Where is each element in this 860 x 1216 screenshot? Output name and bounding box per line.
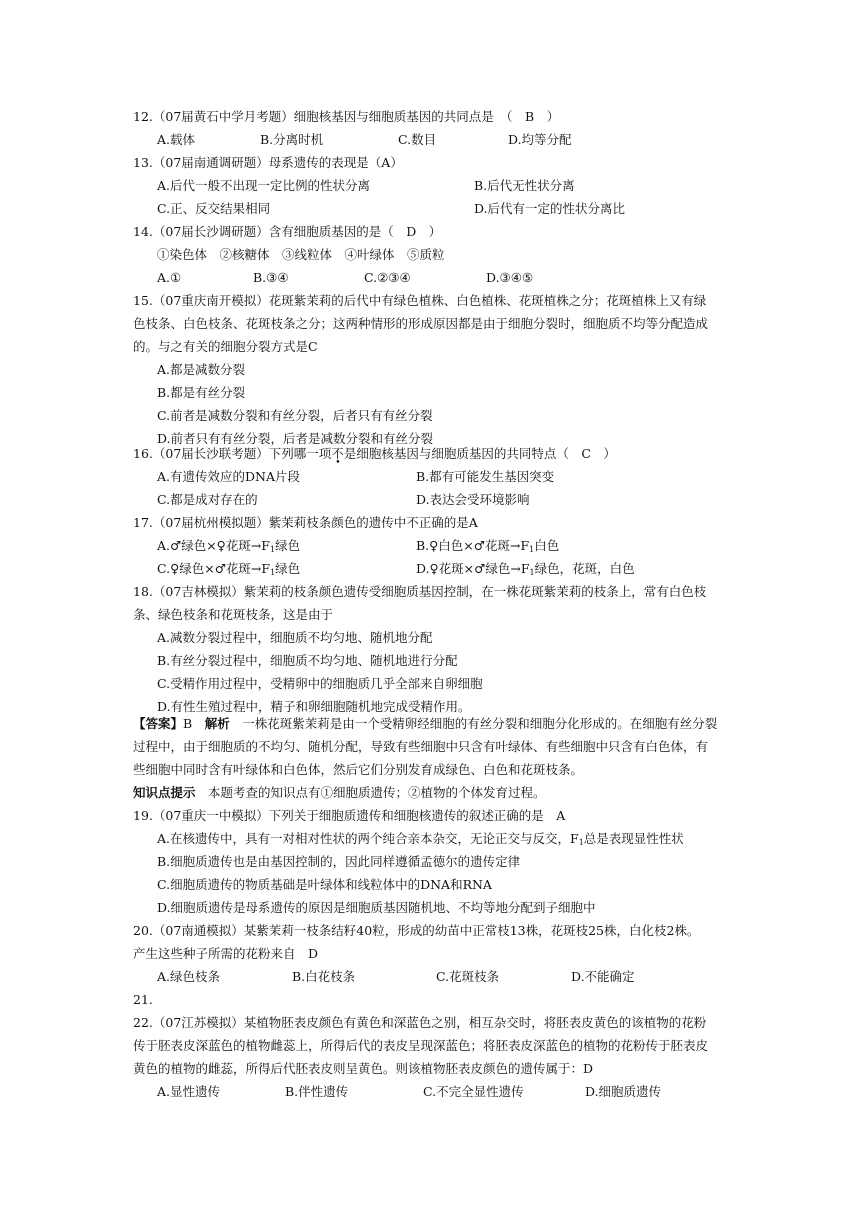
answer-value: B [183, 716, 205, 731]
answer-line3: 些细胞中同时含有叶绿体和白色体，然后它们分别发育成绿色、白色和花斑枝条。 [133, 762, 584, 777]
q20-option-c: C.花斑枝条 [436, 969, 500, 984]
q22-option-d: D.细胞质遗传 [585, 1084, 662, 1099]
q17-c-sub: 1 [270, 568, 276, 577]
q17-option-b [416, 538, 559, 558]
q16-stem-after: 是细胞核基因与细胞质基因的共同特点（ C ） [343, 446, 616, 461]
q19-stem: 19.（07重庆一中模拟）下列关于细胞质遗传和细胞核遗传的叙述正确的是 A [133, 808, 566, 823]
q22-option-b: B.伴性遗传 [285, 1084, 349, 1099]
q12-stem: 12.（07届黄石中学月考题）细胞核基因与细胞质基因的共同点是 （ B ） [133, 109, 560, 124]
q15-stem-line3: 的。与之有关的细胞分裂方式是C [133, 339, 318, 354]
q18-option-b: B.有丝分裂过程中，细胞质不均匀地、随机地进行分配 [157, 653, 458, 668]
q12-option-b: B.分离时机 [260, 132, 324, 147]
q14-stem: 14.（07届长沙调研题）含有细胞质基因的是（ D ） [133, 224, 442, 239]
q14-option-d: D.③④⑤ [486, 270, 534, 285]
q16-option-c: C.都是成对存在的 [157, 492, 258, 507]
q14-option-c: C.②③④ [364, 270, 411, 285]
q18-stem-line2: 条、绿色枝条和花斑枝条，这是由于 [133, 607, 334, 622]
q15-option-c: C.前者是减数分裂和有丝分裂，后者只有有丝分裂 [157, 408, 433, 423]
q22-option-a: A.显性遗传 [157, 1084, 221, 1099]
q22-stem-line1: 22.（07江苏模拟）某植物胚表皮颜色有黄色和深蓝色之别，相互杂交时，将胚表皮黄色的该植物的花粉 [133, 1015, 707, 1030]
q14-option-b: B.③④ [253, 270, 289, 285]
q19-option-a [157, 831, 684, 851]
q20-option-b: B.白花枝条 [292, 969, 356, 984]
q13-stem: 13.（07届南通调研题）母系遗传的表现是（A） [133, 155, 403, 170]
q19-option-c: C.细胞质遗传的物质基础是叶绿体和线粒体中的DNA和RNA [157, 877, 492, 892]
q13-option-d: D.后代有一定的性状分离比 [474, 201, 626, 216]
q22-option-c: C.不完全显性遗传 [423, 1084, 524, 1099]
q16-emphasis-char: 不 [331, 446, 344, 461]
q20-stem-line1: 20.（07南通模拟）某紫茉莉一枝条结籽40粒，形成的幼苗中正常枝13株，花斑枝25株，白化枝2株。 [133, 923, 700, 938]
analysis-text: 一株花斑紫茉莉是由一个受精卵经细胞的有丝分裂和细胞分化形成的。在细胞有丝分裂 [229, 716, 718, 731]
answer-line1 [133, 716, 717, 732]
q15-stem-line2: 色枝条、白色枝条、花斑枝条之分；这两种情形的形成原因都是由于细胞分裂时，细胞质不均等分配造成 [133, 316, 709, 331]
q12-option-a: A.载体 [157, 132, 196, 147]
q16-option-a: A.有遗传效应的DNA片段 [157, 469, 300, 484]
q18-option-c: C.受精作用过程中，受精卵中的细胞质几乎全部来自卵细胞 [157, 676, 483, 691]
q17-d-text: D.♀花斑×♂绿色→F [416, 561, 530, 576]
q18-option-a: A.减数分裂过程中，细胞质不均匀地、随机地分配 [157, 630, 433, 645]
q16-option-d: D.表达会受环境影响 [416, 492, 530, 507]
q19-a-post: 总是表现显性性状 [583, 831, 684, 846]
q15-stem-line1: 15.（07重庆南开模拟）花斑紫茉莉的后代中有绿色植株、白色植株、花斑植株之分；花斑植株上又有绿 [133, 293, 707, 308]
q17-d-sub: 1 [529, 568, 535, 577]
q17-stem: 17.（07届杭州模拟题）紫茉莉枝条颜色的遗传中不正确的是A [133, 515, 478, 530]
q13-option-b: B.后代无性状分离 [474, 178, 575, 193]
analysis-label: 解析 [204, 716, 230, 731]
q19-option-b: B.细胞质遗传也是由基因控制的，因此同样遵循孟德尔的遗传定律 [157, 854, 521, 869]
q12-option-d: D.均等分配 [508, 132, 572, 147]
q13-option-c: C.正、反交结果相同 [157, 201, 271, 216]
q22-stem-line2: 传于胚表皮深蓝色的植物雌蕊上，所得后代的表皮呈现深蓝色；将胚表皮深蓝色的植物的花粉传于胚表皮 [133, 1038, 709, 1053]
q20-stem-line2: 产生这些种子所需的花粉来自 D [133, 946, 319, 961]
answer-line2: 过程中，由于细胞质的不均匀、随机分配，导致有些细胞中只含有叶绿体、有些细胞中只含有白色体，有 [133, 739, 709, 754]
q13-option-a: A.后代一般不出现一定比例的性状分离 [157, 178, 371, 193]
q19-a-sub: 1 [578, 838, 584, 847]
q17-d-post: 绿色，花斑，白色 [534, 561, 635, 576]
q17-option-c [157, 561, 300, 581]
q17-b-sub: 1 [529, 545, 535, 554]
knowledge-tip [133, 785, 546, 801]
q15-option-a: A.都是减数分裂 [157, 362, 246, 377]
q17-option-a [157, 538, 300, 558]
answer-label: 【答案】 [133, 716, 184, 731]
q19-a-text: A.在核遗传中，具有一对相对性状的两个纯合亲本杂交，无论正交与反交，F [157, 831, 579, 846]
q17-a-post: 绿色 [275, 538, 301, 553]
q12-option-c: C.数目 [398, 132, 437, 147]
q14-items: ①染色体 ②核糖体 ③线粒体 ④叶绿体 ⑤质粒 [157, 247, 445, 262]
q14-option-a: A.① [157, 270, 182, 285]
q20-option-a: A.绿色枝条 [157, 969, 221, 984]
tip-label: 知识点提示 [133, 785, 196, 800]
q17-a-text: A.♂绿色×♀花斑→F [157, 538, 270, 553]
q18-option-d: D.有性生殖过程中，精子和卵细胞随机地完成受精作用。 [157, 699, 471, 714]
q20-option-d: D.不能确定 [571, 969, 635, 984]
q17-b-text: B.♀白色×♂花斑→F [416, 538, 530, 553]
q17-option-d [416, 561, 635, 581]
q17-c-post: 绿色 [275, 561, 301, 576]
q22-stem-line3: 黄色的植物的雌蕊，所得后代胚表皮则呈黄色。则该植物胚表皮颜色的遗传属于：D [133, 1061, 594, 1076]
q16-option-b: B.都有可能发生基因突变 [416, 469, 555, 484]
q17-b-post: 白色 [534, 538, 560, 553]
q21-number: 21. [133, 992, 153, 1007]
tip-text: 本题考查的知识点有①细胞质遗传；②植物的个体发育过程。 [195, 785, 546, 800]
q17-c-text: C.♀绿色×♂花斑→F [157, 561, 271, 576]
q16-stem-before: 16.（07届长沙联考题）下列哪一项 [133, 446, 332, 461]
q16-stem [133, 446, 616, 462]
q17-a-sub: 1 [269, 545, 276, 554]
q19-option-d: D.细胞质遗传是母系遗传的原因是细胞质基因随机地、不均等地分配到子细胞中 [157, 900, 596, 915]
q15-option-b: B.都是有丝分裂 [157, 385, 246, 400]
q18-stem-line1: 18.（07吉林模拟）紫茉莉的枝条颜色遗传受细胞质基因控制，在一株花斑紫茉莉的枝条上，常有白色枝 [133, 584, 707, 599]
q15-option-d: D.前者只有有丝分裂，后者是减数分裂和有丝分裂 [157, 431, 434, 446]
